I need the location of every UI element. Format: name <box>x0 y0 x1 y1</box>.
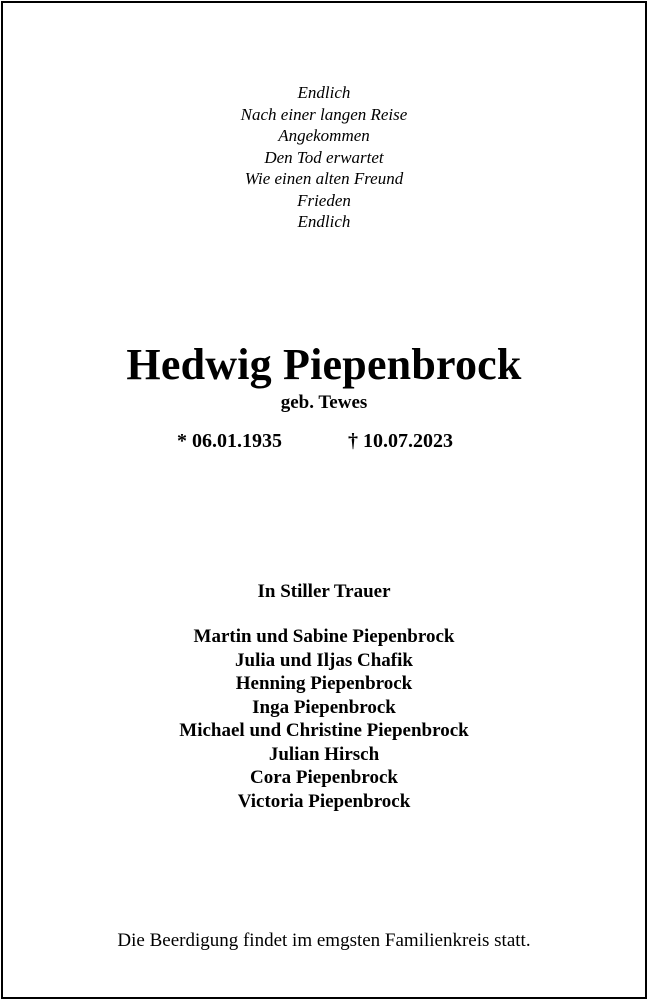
birth-date: * 06.01.1935 <box>177 430 282 452</box>
mourner: Henning Piepenbrock <box>235 673 413 694</box>
mourner: Inga Piepenbrock <box>252 696 396 718</box>
poem <box>0 82 648 233</box>
poem-line: Angekommen <box>278 126 370 145</box>
deceased-name: Hedwig Piepenbrock <box>126 340 522 389</box>
poem-line: Endlich <box>297 83 351 102</box>
death-date: † 10.07.2023 <box>348 430 453 452</box>
poem-line: Endlich <box>297 212 351 231</box>
mourner: Martin und Sabine Piepenbrock <box>193 626 455 647</box>
mourning-heading: In Stiller Trauer <box>257 581 391 602</box>
funeral-note: Die Beerdigung findet im emgsten Familienkreis statt. <box>117 930 531 951</box>
poem-line: Den Tod erwartet <box>264 147 384 167</box>
poem-line: Wie einen alten Freund <box>244 169 404 188</box>
poem-line: Frieden <box>297 190 351 210</box>
mourner: Michael und Christine Piepenbrock <box>179 720 469 741</box>
mourners-list <box>0 625 648 813</box>
mourner: Julian Hirsch <box>268 743 380 765</box>
mourner: Victoria Piepenbrock <box>237 790 411 812</box>
maiden-name: geb. Tewes <box>280 392 368 413</box>
poem-line: Nach einer langen Reise <box>240 104 408 124</box>
mourner: Cora Piepenbrock <box>250 767 398 788</box>
mourner: Julia und Iljas Chafik <box>235 649 413 671</box>
